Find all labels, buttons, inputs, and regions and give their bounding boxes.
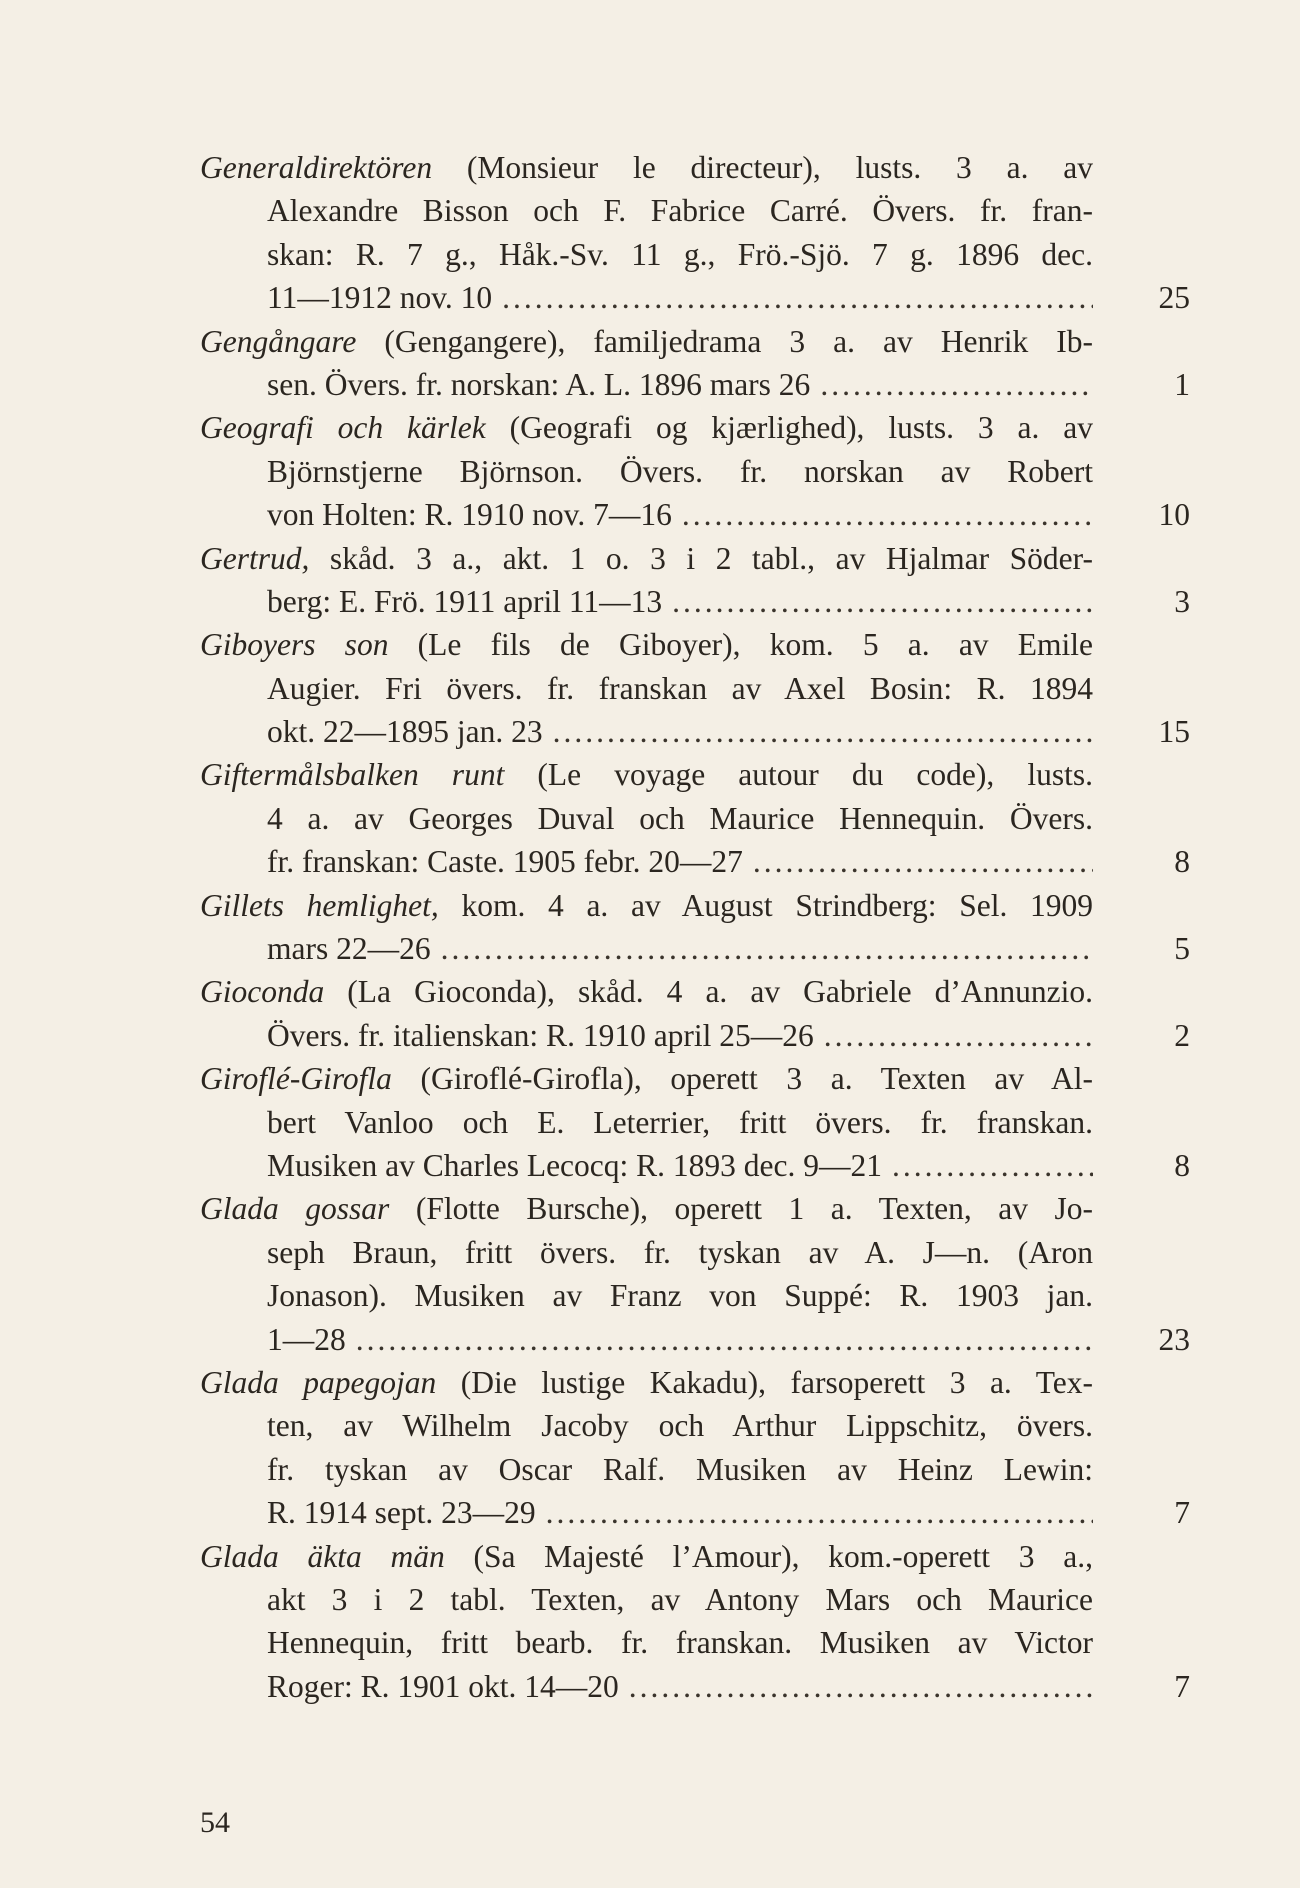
entry-text: (Giroflé-Girofla), operett 3 a. Texten av Al- xyxy=(391,1061,1093,1097)
entry-line xyxy=(200,1404,1190,1447)
entry-title: Gillets hemlighet, xyxy=(200,887,439,923)
entry-line xyxy=(200,1101,1190,1144)
entry-title: Generaldirektören xyxy=(200,150,433,185)
entry-line xyxy=(200,580,1190,623)
index-entry xyxy=(200,970,1190,1057)
entry-text: 4 a. av Georges Duval och Maurice Hennequin. Övers. xyxy=(267,800,1093,836)
entry-text: skan: R. 7 g., Håk.-Sv. 11 g., Frö.-Sjö. 7 g. 1896 dec. xyxy=(267,236,1093,272)
entry-title: Geografi och kärlek xyxy=(200,410,486,446)
index-entry xyxy=(200,146,1190,320)
entry-text: Övers. fr. italienskan: R. 1910 april 25—26 xyxy=(267,1017,814,1053)
entry-text: 1—28 xyxy=(267,1321,346,1357)
performance-count: 8 xyxy=(1174,844,1190,880)
entry-line xyxy=(200,927,1190,970)
entry-line xyxy=(200,1578,1190,1621)
dot-leader xyxy=(441,927,1093,970)
entry-text: Augier. Fri övers. fr. franskan av Axel Bosin: R. 1894 xyxy=(267,670,1093,706)
entry-text: sen. Övers. fr. norskan: A. L. 1896 mars 26 xyxy=(267,366,811,402)
entry-text: (Sa Majesté l’Amour), kom.-operett 3 a., xyxy=(444,1538,1094,1574)
entry-title: Glada gossar xyxy=(200,1191,390,1227)
entry-text: (Le voyage autour du code), lusts. xyxy=(504,757,1093,793)
entry-text: fr. tyskan av Oscar Ralf. Musiken av Heinz Lewin: xyxy=(267,1451,1093,1487)
entry-text: Jonason). Musiken av Franz von Suppé: R. 1903 jan. xyxy=(267,1278,1093,1314)
entry-line xyxy=(200,884,1190,927)
entry-line xyxy=(200,1665,1190,1708)
entry-text: Alexandre Bisson och F. Fabrice Carré. Övers. fr. fran- xyxy=(267,193,1093,229)
performance-count: 25 xyxy=(1158,280,1190,316)
performance-count: 8 xyxy=(1174,1147,1190,1183)
performance-count: 10 xyxy=(1158,497,1190,533)
performance-count: 2 xyxy=(1174,1017,1190,1053)
entry-text: kom. 4 a. av August Strindberg: Sel. 1909 xyxy=(438,887,1094,923)
performance-count: 7 xyxy=(1174,1668,1190,1704)
entry-line xyxy=(200,450,1190,493)
index-entry xyxy=(200,537,1190,624)
index-entry xyxy=(200,1057,1190,1187)
entry-list xyxy=(200,146,1190,1708)
index-entry xyxy=(200,320,1190,407)
entry-line xyxy=(200,1014,1190,1057)
entry-text: fr. franskan: Caste. 1905 febr. 20—27 xyxy=(267,844,743,880)
entry-text: (Die lustige Kakadu), farsoperett 3 a. Tex- xyxy=(436,1364,1093,1400)
entry-text: (Gengangere), familjedrama 3 a. av Henrik Ib- xyxy=(356,323,1093,359)
entry-title: Giboyers son xyxy=(200,627,389,663)
dot-leader xyxy=(753,840,1093,883)
entry-text: berg: E. Frö. 1911 april 11—13 xyxy=(267,583,663,619)
entry-line xyxy=(200,276,1190,319)
performance-count: 23 xyxy=(1158,1321,1190,1357)
entry-title: Giftermålsbalken runt xyxy=(200,757,505,793)
dot-leader xyxy=(820,363,1093,406)
index-entry xyxy=(200,1535,1190,1709)
entry-text: 11—1912 nov. 10 xyxy=(267,280,493,316)
entry-text: mars 22—26 xyxy=(267,931,431,967)
entry-text: Björnstjerne Björnson. Övers. fr. norskan av Robert xyxy=(267,453,1093,489)
entry-line xyxy=(200,1535,1190,1578)
entry-line xyxy=(200,1144,1190,1187)
entry-line xyxy=(200,1361,1190,1404)
performance-count: 5 xyxy=(1174,931,1190,967)
entry-line xyxy=(200,146,1190,189)
entry-line xyxy=(200,1448,1190,1491)
entry-text: (Le fils de Giboyer), kom. 5 a. av Emile xyxy=(388,627,1093,663)
entry-line xyxy=(200,363,1190,406)
entry-line xyxy=(200,1187,1190,1230)
entry-title: Glada äkta män xyxy=(200,1538,445,1574)
entry-text: R. 1914 sept. 23—29 xyxy=(267,1495,536,1531)
entry-line xyxy=(200,797,1190,840)
entry-text: Musiken av Charles Lecocq: R. 1893 dec. 9—21 xyxy=(267,1147,882,1183)
entry-title: Gengångare xyxy=(200,323,357,359)
dot-leader xyxy=(546,1491,1093,1534)
entry-text: (Monsieur le directeur), lusts. 3 a. av xyxy=(432,150,1093,185)
entry-text: ten, av Wilhelm Jacoby och Arthur Lippschitz, övers. xyxy=(267,1408,1093,1444)
dot-leader xyxy=(502,276,1093,319)
entry-line xyxy=(200,1621,1190,1664)
entry-text: okt. 22—1895 jan. 23 xyxy=(267,714,543,750)
entry-line xyxy=(200,1491,1190,1534)
entry-line xyxy=(200,1318,1190,1361)
entry-line xyxy=(200,840,1190,883)
entry-text: skåd. 3 a., akt. 1 o. 3 i 2 tabl., av Hjalmar Söder- xyxy=(309,540,1093,576)
index-entry xyxy=(200,623,1190,753)
entry-title: Gertrud, xyxy=(200,540,310,576)
entry-line xyxy=(200,1274,1190,1317)
index-entry xyxy=(200,753,1190,883)
entry-line xyxy=(200,1057,1190,1100)
entry-line xyxy=(200,623,1190,666)
entry-text: (La Gioconda), skåd. 4 a. av Gabriele d’Annunzio. xyxy=(324,974,1093,1010)
entry-line xyxy=(200,406,1190,449)
performance-count: 15 xyxy=(1158,714,1190,750)
dot-leader xyxy=(629,1665,1093,1708)
entry-line xyxy=(200,1231,1190,1274)
index-entry xyxy=(200,406,1190,536)
entry-text: seph Braun, fritt övers. fr. tyskan av A. J—n. (Aron xyxy=(267,1234,1093,1270)
entry-text: (Geografi og kjærlighed), lusts. 3 a. av xyxy=(485,410,1093,446)
dot-leader xyxy=(672,580,1093,623)
page-number: 54 xyxy=(200,1806,230,1839)
index-entry xyxy=(200,1187,1190,1361)
performance-count: 1 xyxy=(1174,366,1190,402)
entry-text: von Holten: R. 1910 nov. 7—16 xyxy=(267,497,672,533)
entry-line xyxy=(200,970,1190,1013)
dot-leader xyxy=(682,493,1093,536)
index-entry xyxy=(200,884,1190,971)
entry-line xyxy=(200,537,1190,580)
entry-title: Gioconda xyxy=(200,974,325,1010)
dot-leader xyxy=(553,710,1093,753)
performance-count: 7 xyxy=(1174,1495,1190,1531)
entry-line xyxy=(200,667,1190,710)
entry-text: akt 3 i 2 tabl. Texten, av Antony Mars och Maurice xyxy=(267,1581,1093,1617)
dot-leader xyxy=(824,1014,1093,1057)
entry-text: Roger: R. 1901 okt. 14—20 xyxy=(267,1668,619,1704)
entry-line xyxy=(200,493,1190,536)
performance-count: 3 xyxy=(1174,583,1190,619)
index-entry xyxy=(200,1361,1190,1535)
dot-leader xyxy=(356,1318,1093,1361)
entry-text: bert Vanloo och E. Leterrier, fritt övers. fr. franskan. xyxy=(267,1104,1093,1140)
entry-title: Giroflé-Girofla xyxy=(200,1061,392,1097)
entry-line xyxy=(200,753,1190,796)
entry-text: (Flotte Bursche), operett 1 a. Texten, av Jo- xyxy=(389,1191,1093,1227)
entry-line xyxy=(200,710,1190,753)
entry-line xyxy=(200,189,1190,232)
entry-line xyxy=(200,320,1190,363)
dot-leader xyxy=(892,1144,1093,1187)
entry-title: Glada papegojan xyxy=(200,1364,437,1400)
entry-line xyxy=(200,233,1190,276)
entry-text: Hennequin, fritt bearb. fr. franskan. Musiken av Victor xyxy=(267,1625,1093,1661)
